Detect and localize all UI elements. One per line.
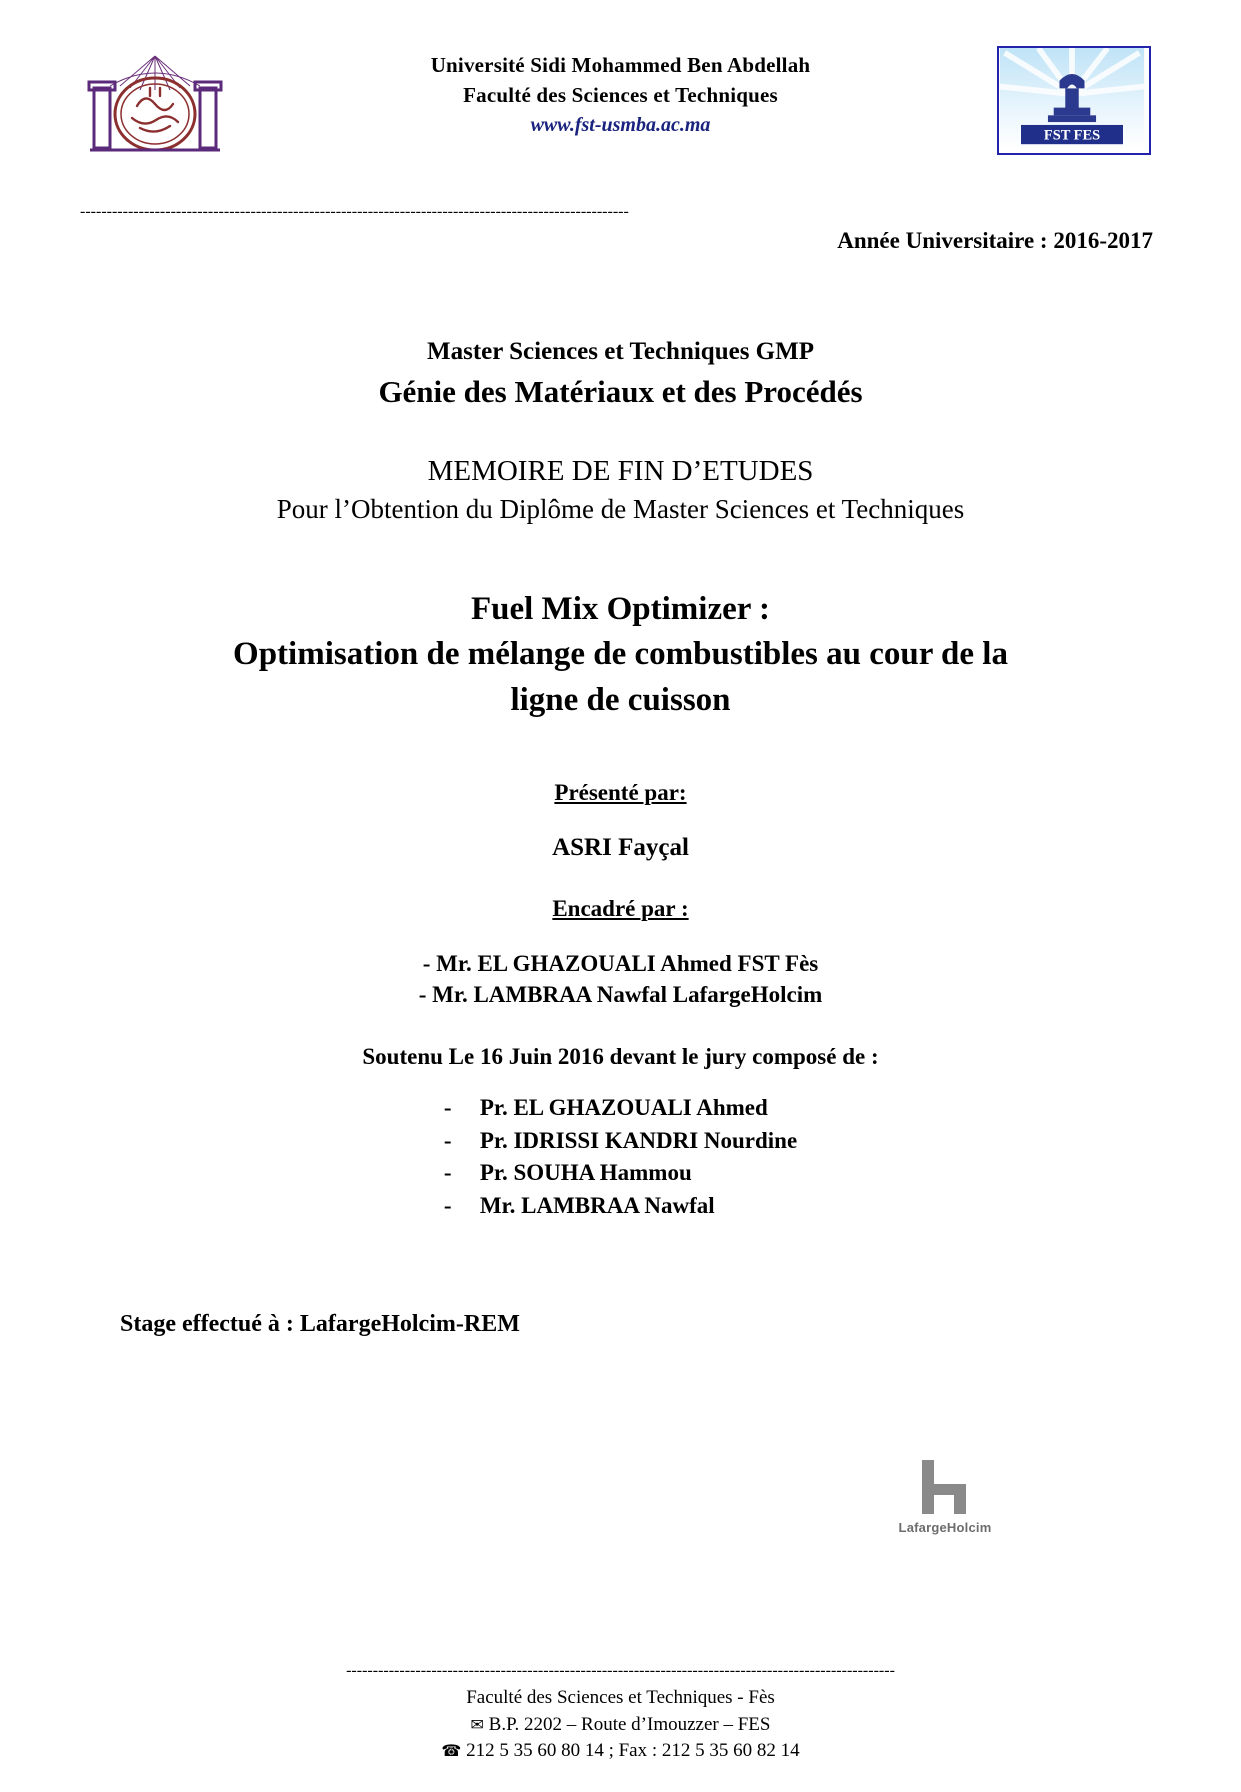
- lafargeholcim-mark-icon: [918, 1460, 972, 1514]
- thesis-title-line2: Optimisation de mélange de combustibles au cour de la: [233, 636, 1008, 673]
- thesis-title-line1: Fuel Mix Optimizer :: [470, 590, 771, 627]
- lafargeholcim-wordmark: LafargeHolcim: [898, 1520, 992, 1535]
- supervisor-1: - Mr. EL GHAZOUALI Ahmed FST Fès: [422, 950, 819, 976]
- jury-member-name: Pr. EL GHAZOUALI Ahmed: [479, 1095, 768, 1121]
- faculty-name: Faculté des Sciences et Techniques: [463, 83, 778, 108]
- footer-phone-text: 212 5 35 60 80 14 ; Fax : 212 5 35 60 82 14: [466, 1739, 800, 1761]
- supervisor-2: - Mr. LAMBRAA Nawfal LafargeHolcim: [418, 981, 823, 1007]
- jury-bullet: -: [443, 1095, 452, 1121]
- document-body: [90, 338, 1151, 1338]
- lafargeholcim-logo: [880, 1460, 1010, 1535]
- defense-line: Soutenu Le 16 Juin 2016 devant le jury composé de :: [362, 1044, 879, 1070]
- author-name: ASRI Fayçal: [552, 833, 689, 861]
- jury-member-name: Pr. IDRISSI KANDRI Nourdine: [479, 1127, 798, 1153]
- supervisors-block: [90, 948, 1151, 1011]
- jury-bullet: -: [443, 1160, 452, 1186]
- footer-faculty: Faculté des Sciences et Techniques - Fès: [466, 1687, 775, 1709]
- footer-address: [0, 1712, 1241, 1738]
- header-divider: -------------------------------------------------------------------------------------------------------: [80, 203, 629, 220]
- thesis-title-line3: ligne de cuisson: [510, 682, 731, 718]
- internship-line: Stage effectué à : LafargeHolcim-REM: [120, 1310, 520, 1337]
- footer-divider: -------------------------------------------------------------------------------------------------------: [346, 1662, 895, 1680]
- thesis-title: [90, 587, 1151, 724]
- fst-fes-logo-icon: [997, 46, 1151, 155]
- mail-icon: ✉: [470, 1714, 484, 1734]
- academic-year: Année Universitaire : 2016-2017: [837, 228, 1153, 253]
- svg-text:FST FES: FST FES: [1043, 127, 1101, 144]
- supervised-by-label: Encadré par :: [552, 895, 689, 921]
- presented-by-label: Présenté par:: [554, 779, 687, 805]
- website-url: www.fst-usmba.ac.ma: [530, 113, 711, 136]
- document-footer: [0, 1661, 1241, 1764]
- list-item: [444, 1092, 797, 1125]
- jury-member-name: Mr. LAMBRAA Nawfal: [479, 1193, 715, 1219]
- document-page: [0, 38, 1241, 1792]
- university-name: Université Sidi Mohammed Ben Abdellah: [430, 53, 811, 77]
- document-header: [80, 38, 1161, 198]
- university-emblem-icon: [80, 46, 230, 161]
- master-program-line: Master Sciences et Techniques GMP: [427, 338, 814, 365]
- footer-address-text: B.P. 2202 – Route d’Imouzzer – FES: [488, 1713, 771, 1735]
- list-item: [444, 1190, 797, 1223]
- list-item: [444, 1125, 797, 1158]
- program-title: Génie des Matériaux et des Procédés: [378, 374, 863, 409]
- jury-bullet: -: [443, 1193, 452, 1219]
- footer-phone: [0, 1738, 1241, 1764]
- phone-icon: ☎: [441, 1740, 462, 1760]
- diploma-line: Pour l’Obtention du Diplôme de Master Sciences et Techniques: [276, 494, 965, 525]
- list-item: [444, 1157, 797, 1190]
- jury-list: [444, 1092, 797, 1223]
- jury-bullet: -: [443, 1127, 452, 1153]
- jury-member-name: Pr. SOUHA Hammou: [479, 1160, 692, 1186]
- memoire-line: MEMOIRE DE FIN D’ETUDES: [427, 455, 814, 487]
